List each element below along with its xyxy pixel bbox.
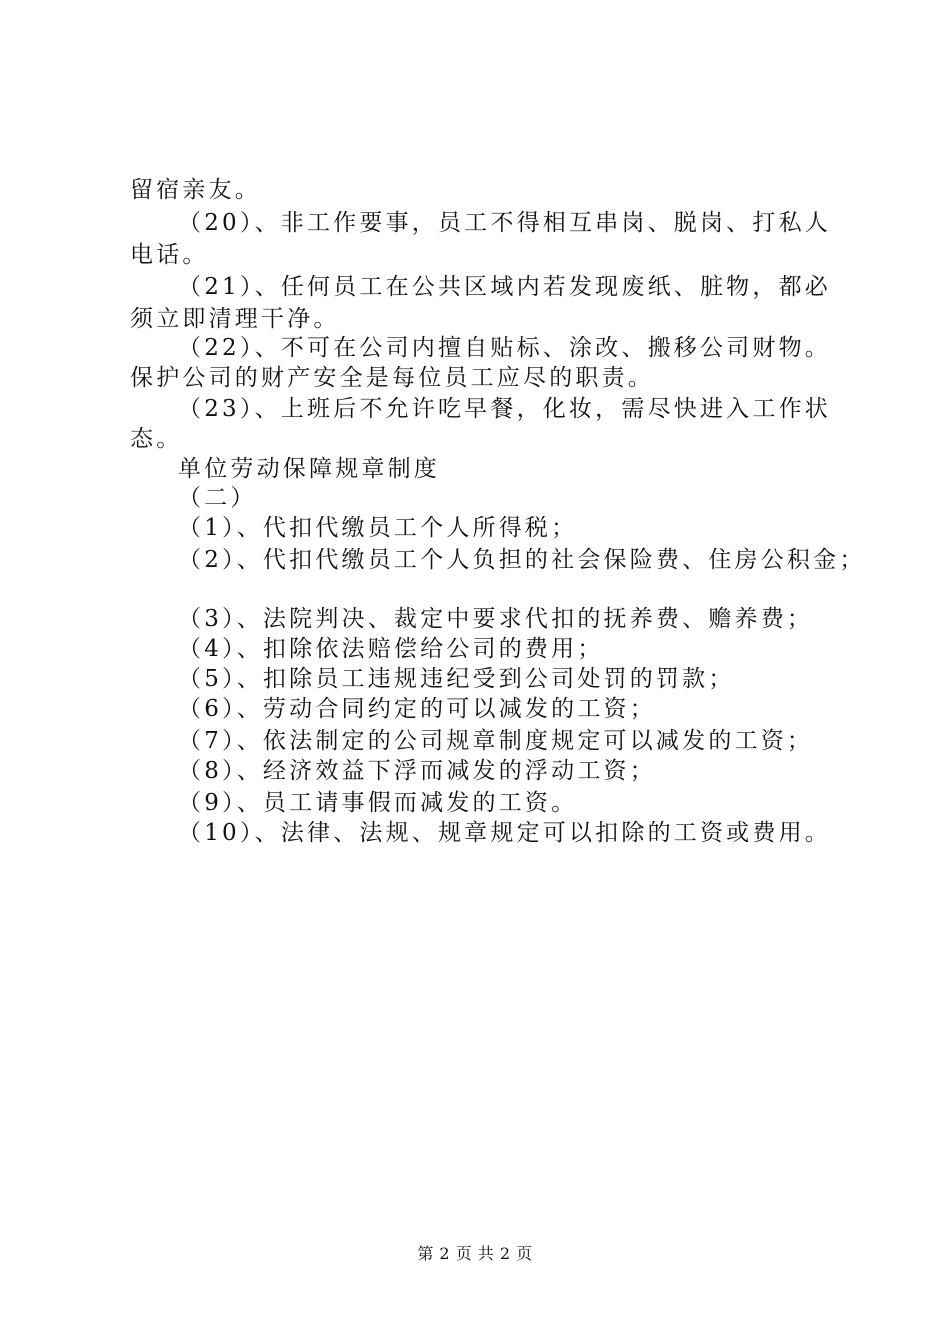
list-item: （8）、经济效益下浮而减发的浮动工资； <box>178 758 656 784</box>
paragraph-line: 须立即清理干净。 <box>130 306 340 332</box>
paragraph-line: （20）、非工作要事，员工不得相互串岗、脱岗、打私人 <box>178 210 831 236</box>
section-title: 单位劳动保障规章制度 <box>178 456 440 482</box>
paragraph-line: 电话。 <box>130 242 209 268</box>
paragraph-line: （23）、上班后不允许吃早餐，化妆，需尽快进入工作状 <box>178 396 831 422</box>
paragraph-line: 留宿亲友。 <box>130 177 261 203</box>
list-item: （7）、依法制定的公司规章制度规定可以减发的工资； <box>178 728 814 754</box>
paragraph-line: 保护公司的财产安全是每位员工应尽的职责。 <box>130 365 654 391</box>
list-item: （3）、法院判决、裁定中要求代扣的抚养费、赡养费； <box>178 606 814 632</box>
list-item: （9）、员工请事假而减发的工资。 <box>178 790 578 816</box>
list-item: （2）、代扣代缴员工个人负担的社会保险费、住房公积金； <box>178 547 866 573</box>
list-item: （4）、扣除依法赔偿给公司的费用； <box>178 636 604 662</box>
list-item: （1）、代扣代缴员工个人所得税； <box>178 515 578 541</box>
list-item: （10）、法律、法规、规章规定可以扣除的工资或费用。 <box>178 820 831 846</box>
list-item: （6）、劳动合同约定的可以减发的工资； <box>178 696 656 722</box>
list-item: （5）、扣除员工违规违纪受到公司处罚的罚款； <box>178 666 735 692</box>
paragraph-line: 态。 <box>130 426 183 452</box>
paragraph-line: （21）、任何员工在公共区域内若发现废纸、脏物，都必 <box>178 274 831 300</box>
section-number: （二） <box>178 485 257 511</box>
page-footer: 第 2 页 共 2 页 <box>417 1244 533 1263</box>
paragraph-line: （22）、不可在公司内擅自贴标、涂改、搬移公司财物。 <box>178 335 831 361</box>
